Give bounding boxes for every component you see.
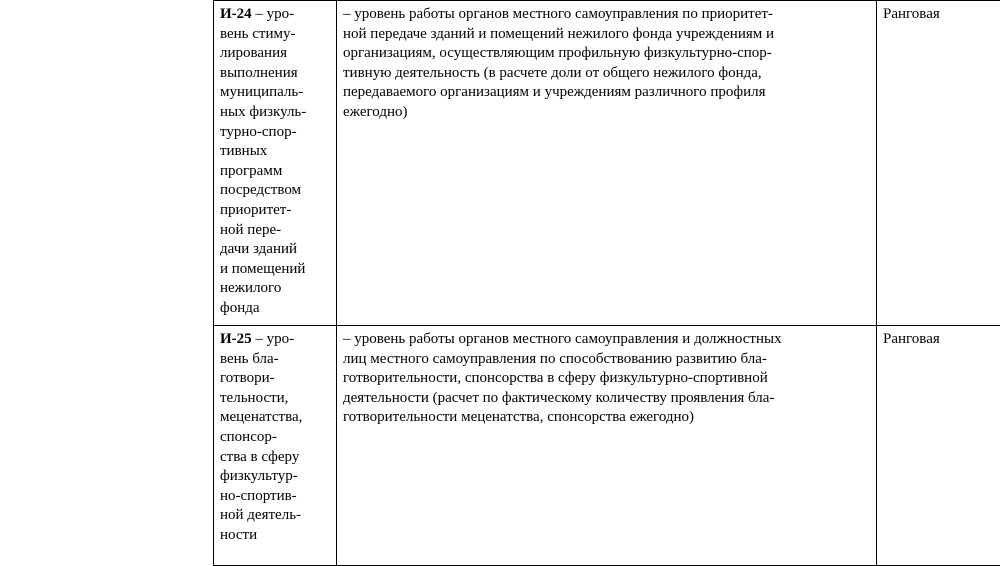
description-text-line: организациям, осуществляющим профильную физкультурно-спор-: [343, 44, 870, 64]
description-text-line: лиц местного самоуправления по способствованию развитию бла-: [343, 350, 870, 370]
description-text-line: готворительности, спонсорства в сферу физкультурно-спортивной: [343, 369, 870, 389]
indicator-text-line: ной пере-: [220, 221, 330, 241]
indicator-text-line: тивных: [220, 142, 330, 162]
description-text-line: – уровень работы органов местного самоуправления по приоритет-: [343, 5, 870, 25]
indicator-text-line: посредством: [220, 181, 330, 201]
indicator-text-line: ных физкуль-: [220, 103, 330, 123]
indicator-code: И-24: [220, 6, 252, 22]
indicator-text-line: вень бла-: [220, 350, 330, 370]
indicator-text-line: тельности,: [220, 389, 330, 409]
indicator-text-line: муниципаль-: [220, 83, 330, 103]
table-row: [214, 326, 1000, 566]
indicator-text-line: дачи зданий: [220, 240, 330, 260]
indicator-text-line: приоритет-: [220, 201, 330, 221]
indicator-text-line: турно-спор-: [220, 123, 330, 143]
indicator-text-line: вень стиму-: [220, 25, 330, 45]
indicator-text-line: – уро-: [252, 331, 295, 347]
description-text-line: деятельности (расчет по фактическому количеству проявления бла-: [343, 389, 870, 409]
indicator-text-line: ства в сферу: [220, 448, 330, 468]
description-text-line: – уровень работы органов местного самоуправления и должностных: [343, 330, 870, 350]
description-cell: [337, 1, 877, 326]
type-cell: [877, 326, 1000, 566]
indicator-text-line: нежилого: [220, 279, 330, 299]
type-label: Ранговая: [883, 330, 994, 350]
description-text-line: ежегодно): [343, 103, 870, 123]
indicator-text-line: – уро-: [252, 6, 295, 22]
type-cell: [877, 1, 1000, 326]
indicator-code: И-25: [220, 331, 252, 347]
description-cell: [337, 326, 877, 566]
indicator-text-line: но-спортив-: [220, 487, 330, 507]
description-text-line: тивную деятельность (в расчете доли от общего нежилого фонда,: [343, 64, 870, 84]
type-label: Ранговая: [883, 5, 994, 25]
indicator-text-line: лирования: [220, 44, 330, 64]
indicator-cell: [214, 1, 337, 326]
indicator-text-line: меценатства,: [220, 408, 330, 428]
indicator-text-line: и помещений: [220, 260, 330, 280]
description-text-line: готворительности меценатства, спонсорства ежегодно): [343, 408, 870, 428]
indicator-text-line: программ: [220, 162, 330, 182]
indicator-text-line: готвори-: [220, 369, 330, 389]
indicator-text-line: спонсор-: [220, 428, 330, 448]
indicator-text-line: ности: [220, 526, 330, 546]
description-text-line: ной передаче зданий и помещений нежилого фонда учреждениям и: [343, 25, 870, 45]
indicator-text-line: физкультур-: [220, 467, 330, 487]
indicator-cell: [214, 326, 337, 566]
indicators-table: [213, 0, 1000, 566]
description-text-line: передаваемого организациям и учреждениям различного профиля: [343, 83, 870, 103]
table-row: [214, 1, 1000, 326]
indicator-text-line: выполнения: [220, 64, 330, 84]
indicator-text-line: ной деятель-: [220, 506, 330, 526]
indicator-text-line: фонда: [220, 299, 330, 319]
